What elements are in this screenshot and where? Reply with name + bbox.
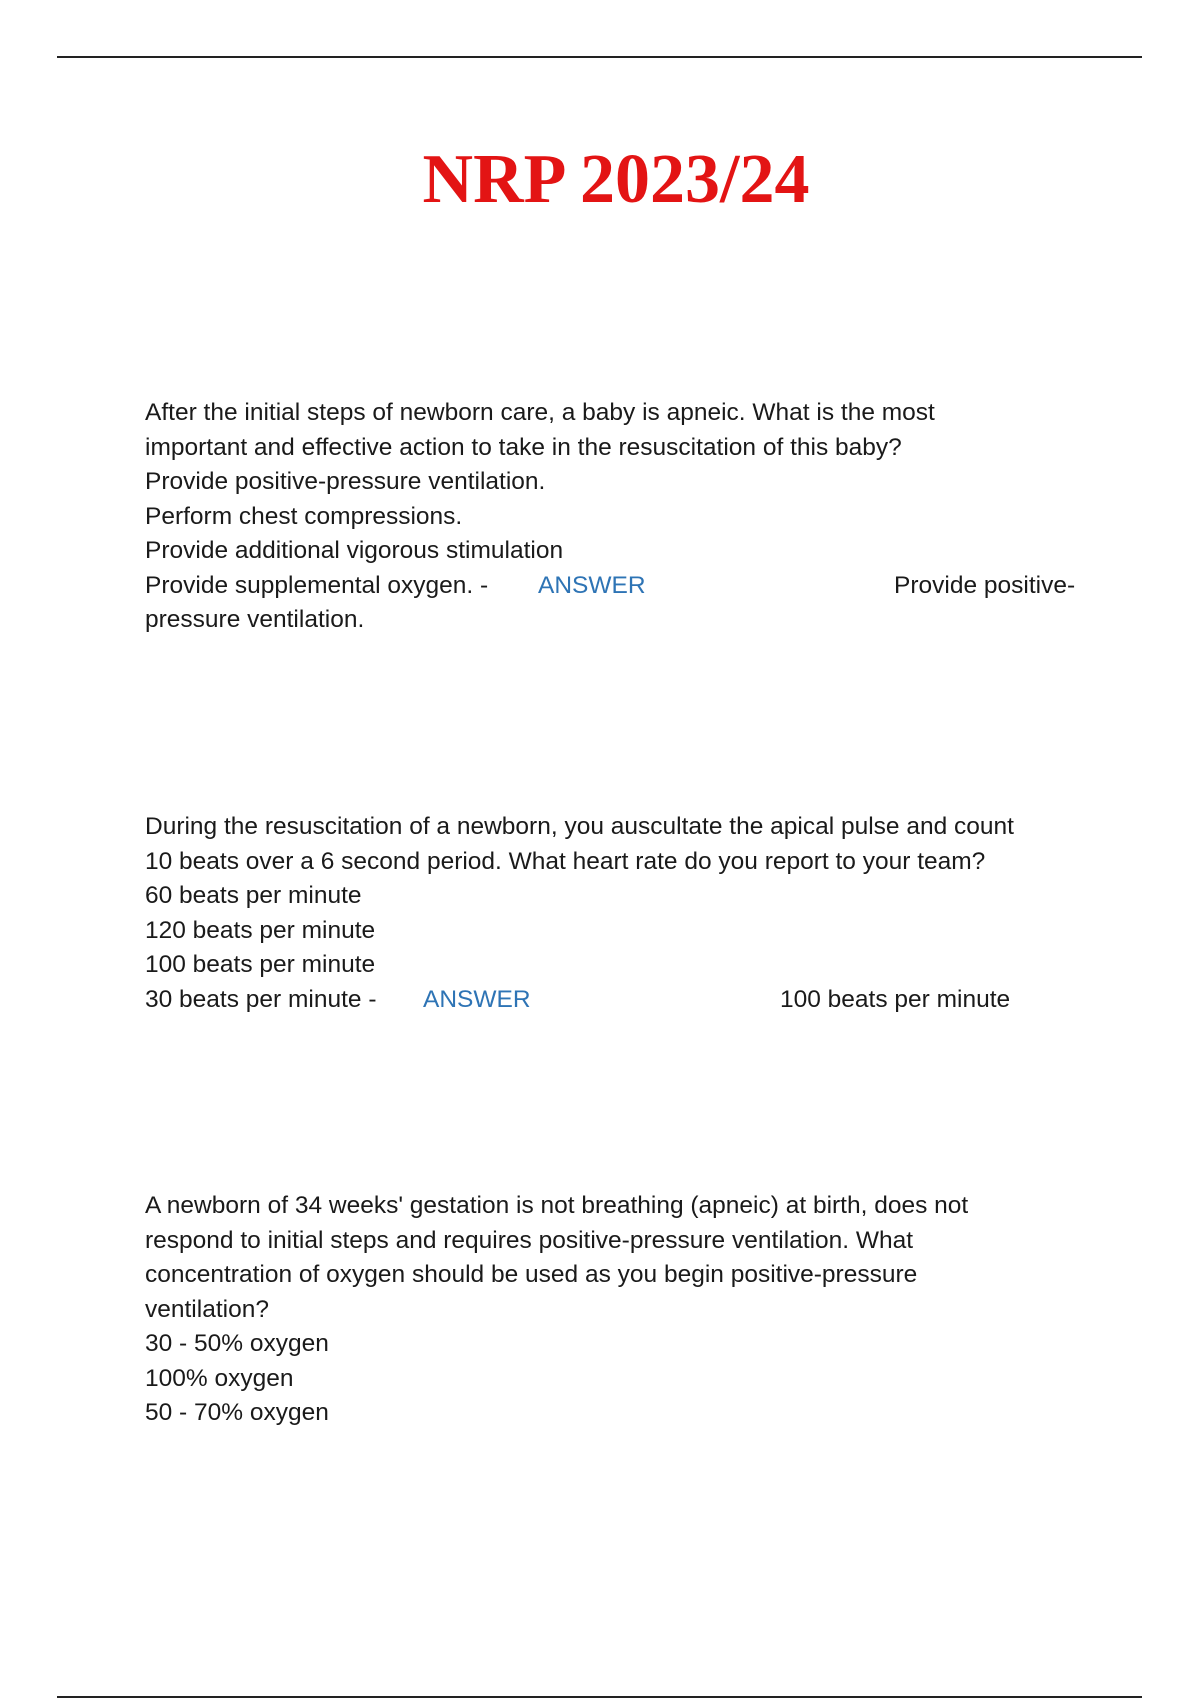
document-title: NRP 2023/24 — [422, 141, 810, 218]
question-line: concentration of oxygen should be used as you begin positive-pressure — [145, 1261, 918, 1288]
answer-label: ANSWER — [423, 985, 531, 1013]
option-line: 100 beats per minute — [145, 951, 376, 978]
answer-label: ANSWER — [538, 571, 646, 599]
top-rule — [57, 56, 1142, 58]
question-block-1 — [145, 396, 1085, 638]
answer-text: Provide positive- — [894, 571, 1076, 599]
answer-row — [145, 569, 1085, 604]
option-line: Provide additional vigorous stimulation — [145, 537, 564, 564]
option-line: 60 beats per minute — [145, 882, 362, 909]
question-block-2 — [145, 810, 1085, 1017]
question-line: ventilation? — [145, 1295, 269, 1323]
answer-continued: pressure ventilation. — [145, 606, 365, 633]
answer-text: 100 beats per minute — [780, 985, 1011, 1013]
last-option: 30 beats per minute - — [145, 985, 377, 1013]
question-line: 10 beats over a 6 second period. What heart rate do you report to your team? — [145, 847, 986, 875]
option-line: 30 - 50% oxygen — [145, 1330, 329, 1357]
question-line: After the initial steps of newborn care, a baby is apneic. What is the most — [145, 399, 935, 426]
option-line: 50 - 70% oxygen — [145, 1399, 329, 1426]
answer-row — [145, 983, 1085, 1018]
option-line: 120 beats per minute — [145, 916, 376, 944]
bottom-rule — [57, 1696, 1142, 1698]
question-line: A newborn of 34 weeks' gestation is not breathing (apneic) at birth, does not — [145, 1192, 969, 1219]
option-line: Provide positive-pressure ventilation. — [145, 468, 546, 495]
question-block-3 — [145, 1189, 1085, 1431]
last-option: Provide supplemental oxygen. - — [145, 571, 489, 599]
question-line: During the resuscitation of a newborn, you auscultate the apical pulse and count — [145, 813, 1014, 840]
option-line: 100% oxygen — [145, 1364, 294, 1392]
question-line: respond to initial steps and requires positive-pressure ventilation. What — [145, 1226, 914, 1254]
option-line: Perform chest compressions. — [145, 502, 463, 530]
question-line: important and effective action to take in the resuscitation of this baby? — [145, 433, 902, 461]
